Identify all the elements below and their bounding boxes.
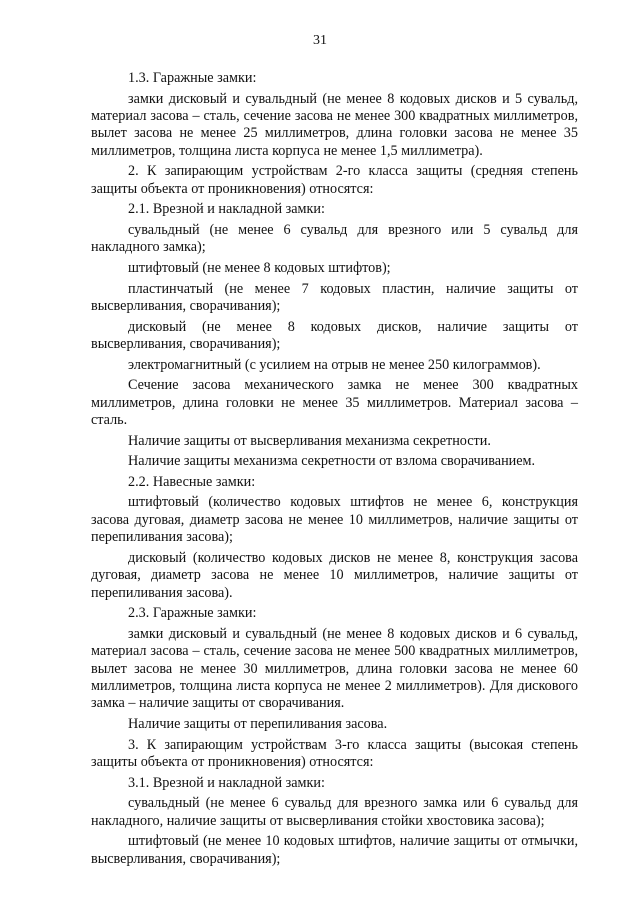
paragraph: штифтовый (количество кодовых штифтов не менее 6, конструкция засова дуговая, диаметр засова не менее 10 миллиметров, наличие защиты от перепиливания засова); xyxy=(91,494,578,546)
paragraph: штифтовый (не менее 10 кодовых штифтов, наличие защиты от отмычки, высверливания, сворачивания); xyxy=(91,833,578,867)
paragraph: 2.2. Навесные замки: xyxy=(128,473,256,490)
paragraph: замки дисковый и сувальдный (не менее 8 кодовых дисков и 6 сувальд, материал засова – сталь, сечение засова не менее 500 квадратных миллиметров, вылет засова не менее 30 миллиметров, длина головки засова не менее 60 миллиметров, толщина листа корпуса не менее 2 миллиметров). Для дискового замка – наличие защиты от сворачивания. xyxy=(91,625,578,712)
paragraph: Наличие защиты механизма секретности от взлома сворачиванием. xyxy=(128,453,536,470)
paragraph: 2.1. Врезной и накладной замки: xyxy=(128,201,325,218)
paragraph: 3. К запирающим устройствам 3-го класса защиты (высокая степень защиты объекта от проникновения) относятся: xyxy=(91,736,578,770)
document-body xyxy=(91,70,578,871)
paragraph: Наличие защиты от высверливания механизма секретности. xyxy=(128,432,491,449)
paragraph: сувальдный (не менее 6 сувальд для врезного замка или 6 сувальд для накладного, наличие защиты от высверливания стойки хвостовика засова); xyxy=(91,795,578,829)
page-number: 31 xyxy=(313,33,327,48)
paragraph: Наличие защиты от перепиливания засова. xyxy=(128,716,388,732)
paragraph: 2. К запирающим устройствам 2-го класса защиты (средняя степень защиты объекта от проникновения) относятся: xyxy=(91,163,578,197)
paragraph: Сечение засова механического замка не менее 300 квадратных миллиметров, длина головки не менее 35 миллиметров. Материал засова – сталь. xyxy=(91,377,578,428)
paragraph: дисковый (не менее 8 кодовых дисков, наличие защиты от высверливания, сворачивания); xyxy=(91,318,578,352)
paragraph: дисковый (количество кодовых дисков не менее 8, конструкция засова дуговая, диаметр засова не менее 10 миллиметров, наличие защиты от перепиливания засова). xyxy=(91,549,578,601)
paragraph: 2.3. Гаражные замки: xyxy=(128,605,257,622)
paragraph: 1.3. Гаражные замки: xyxy=(128,70,257,86)
paragraph: 3.1. Врезной и накладной замки: xyxy=(128,774,325,791)
paragraph: пластинчатый (не менее 7 кодовых пластин, наличие защиты от высверливания, сворачивания); xyxy=(91,280,578,314)
paragraph: штифтовый (не менее 8 кодовых штифтов); xyxy=(128,260,391,276)
paragraph: замки дисковый и сувальдный (не менее 8 кодовых дисков и 5 сувальд, материал засова – сталь, сечение засова не менее 300 квадратных миллиметров, вылет засова не менее 25 миллиметров, длина головки засова не менее 35 миллиметров, толщина листа корпуса не менее 1,5 миллиметра). xyxy=(91,90,578,159)
paragraph: электромагнитный (с усилием на отрыв не менее 250 килограммов). xyxy=(128,356,541,373)
paragraph: сувальдный (не менее 6 сувальд для врезного или 5 сувальд для накладного замка); xyxy=(91,222,578,256)
